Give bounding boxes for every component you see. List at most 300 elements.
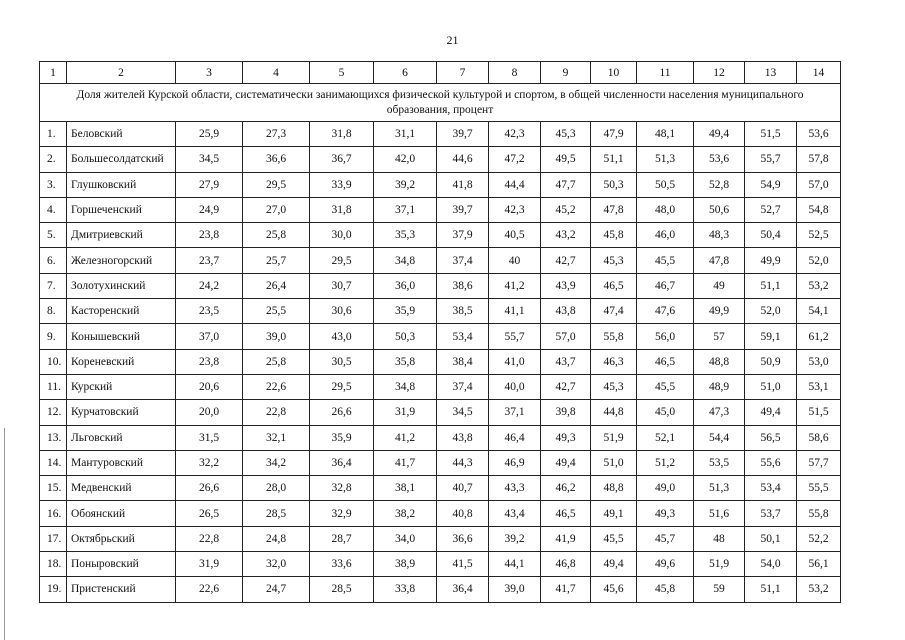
value-cell: 37,9 xyxy=(437,223,489,248)
table-row xyxy=(40,526,841,551)
value-cell: 25,7 xyxy=(243,248,310,273)
value-cell: 38,6 xyxy=(437,273,489,298)
column-number-cell: 10 xyxy=(591,62,637,84)
value-cell: 39,0 xyxy=(489,577,541,602)
value-cell: 48,0 xyxy=(637,197,694,222)
value-cell: 49,0 xyxy=(637,476,694,501)
value-cell: 25,5 xyxy=(243,299,310,324)
column-number-cell: 6 xyxy=(374,62,437,84)
value-cell: 23,5 xyxy=(176,299,243,324)
value-cell: 36,4 xyxy=(437,577,489,602)
value-cell: 47,3 xyxy=(694,400,745,425)
value-cell: 49,4 xyxy=(694,122,745,147)
value-cell: 29,5 xyxy=(243,172,310,197)
value-cell: 40,7 xyxy=(437,476,489,501)
value-cell: 43,8 xyxy=(437,425,489,450)
value-cell: 59,1 xyxy=(745,324,797,349)
row-number-cell: 13. xyxy=(40,425,67,450)
value-cell: 59 xyxy=(694,577,745,602)
value-cell: 52,1 xyxy=(637,425,694,450)
value-cell: 45,5 xyxy=(637,248,694,273)
value-cell: 50,4 xyxy=(745,223,797,248)
column-number-cell: 3 xyxy=(176,62,243,84)
value-cell: 41,8 xyxy=(437,172,489,197)
column-number-cell: 4 xyxy=(243,62,310,84)
table-row xyxy=(40,425,841,450)
district-name-cell: Медвенский xyxy=(67,476,176,501)
value-cell: 45,8 xyxy=(637,577,694,602)
value-cell: 54,8 xyxy=(797,197,841,222)
table-row xyxy=(40,324,841,349)
row-number-cell: 17. xyxy=(40,526,67,551)
value-cell: 23,7 xyxy=(176,248,243,273)
value-cell: 57,8 xyxy=(797,147,841,172)
table-body xyxy=(40,62,841,603)
district-name-cell: Курчатовский xyxy=(67,400,176,425)
district-name-cell: Кореневский xyxy=(67,349,176,374)
value-cell: 31,8 xyxy=(310,197,374,222)
value-cell: 46,5 xyxy=(591,273,637,298)
value-cell: 53,7 xyxy=(745,501,797,526)
value-cell: 49 xyxy=(694,273,745,298)
value-cell: 39,2 xyxy=(489,526,541,551)
value-cell: 41,1 xyxy=(489,299,541,324)
value-cell: 51,0 xyxy=(591,450,637,475)
value-cell: 51,9 xyxy=(694,552,745,577)
value-cell: 53,6 xyxy=(694,147,745,172)
value-cell: 38,1 xyxy=(374,476,437,501)
value-cell: 46,5 xyxy=(637,349,694,374)
value-cell: 44,4 xyxy=(489,172,541,197)
district-name-cell: Поныровский xyxy=(67,552,176,577)
value-cell: 48,1 xyxy=(637,122,694,147)
row-number-cell: 15. xyxy=(40,476,67,501)
value-cell: 31,9 xyxy=(176,552,243,577)
column-number-cell: 13 xyxy=(745,62,797,84)
value-cell: 26,6 xyxy=(176,476,243,501)
value-cell: 34,8 xyxy=(374,374,437,399)
value-cell: 49,4 xyxy=(745,400,797,425)
value-cell: 42,7 xyxy=(541,248,591,273)
value-cell: 54,0 xyxy=(745,552,797,577)
value-cell: 53,1 xyxy=(797,374,841,399)
value-cell: 51,0 xyxy=(745,374,797,399)
value-cell: 37,0 xyxy=(176,324,243,349)
value-cell: 53,2 xyxy=(797,577,841,602)
value-cell: 36,6 xyxy=(243,147,310,172)
value-cell: 43,4 xyxy=(489,501,541,526)
value-cell: 45,3 xyxy=(591,248,637,273)
value-cell: 34,5 xyxy=(437,400,489,425)
value-cell: 40,8 xyxy=(437,501,489,526)
value-cell: 41,2 xyxy=(374,425,437,450)
value-cell: 49,4 xyxy=(541,450,591,475)
value-cell: 47,8 xyxy=(694,248,745,273)
value-cell: 55,6 xyxy=(745,450,797,475)
page-number: 21 xyxy=(446,33,459,47)
value-cell: 49,3 xyxy=(637,501,694,526)
value-cell: 26,4 xyxy=(243,273,310,298)
value-cell: 40,0 xyxy=(489,374,541,399)
row-number-cell: 6. xyxy=(40,248,67,273)
value-cell: 48,8 xyxy=(591,476,637,501)
value-cell: 50,3 xyxy=(591,172,637,197)
value-cell: 46,0 xyxy=(637,223,694,248)
value-cell: 51,5 xyxy=(797,400,841,425)
value-cell: 42,7 xyxy=(541,374,591,399)
value-cell: 46,7 xyxy=(637,273,694,298)
value-cell: 48,8 xyxy=(694,349,745,374)
district-name-cell: Беловский xyxy=(67,122,176,147)
row-number-cell: 19. xyxy=(40,577,67,602)
district-name-cell: Льговский xyxy=(67,425,176,450)
value-cell: 28,0 xyxy=(243,476,310,501)
value-cell: 31,1 xyxy=(374,122,437,147)
value-cell: 36,4 xyxy=(310,450,374,475)
value-cell: 20,6 xyxy=(176,374,243,399)
value-cell: 41,5 xyxy=(437,552,489,577)
value-cell: 36,0 xyxy=(374,273,437,298)
row-number-cell: 16. xyxy=(40,501,67,526)
value-cell: 41,7 xyxy=(374,450,437,475)
value-cell: 50,3 xyxy=(374,324,437,349)
value-cell: 33,6 xyxy=(310,552,374,577)
district-name-cell: Октябрьский xyxy=(67,526,176,551)
value-cell: 57,0 xyxy=(541,324,591,349)
row-number-cell: 10. xyxy=(40,349,67,374)
value-cell: 22,8 xyxy=(176,526,243,551)
column-number-cell: 8 xyxy=(489,62,541,84)
value-cell: 41,0 xyxy=(489,349,541,374)
value-cell: 43,2 xyxy=(541,223,591,248)
column-number-cell: 1 xyxy=(40,62,67,84)
value-cell: 51,6 xyxy=(694,501,745,526)
value-cell: 42,3 xyxy=(489,197,541,222)
value-cell: 36,6 xyxy=(437,526,489,551)
value-cell: 51,3 xyxy=(637,147,694,172)
value-cell: 28,7 xyxy=(310,526,374,551)
value-cell: 49,9 xyxy=(745,248,797,273)
value-cell: 32,2 xyxy=(176,450,243,475)
value-cell: 51,5 xyxy=(745,122,797,147)
column-number-cell: 2 xyxy=(67,62,176,84)
indicator-caption: Доля жителей Курской области, систематически занимающихся физической культурой и спортом, в общей численности населения муниципального образования, процент xyxy=(40,84,841,122)
value-cell: 54,4 xyxy=(694,425,745,450)
value-cell: 26,6 xyxy=(310,400,374,425)
value-cell: 46,2 xyxy=(541,476,591,501)
value-cell: 34,2 xyxy=(243,450,310,475)
value-cell: 48 xyxy=(694,526,745,551)
row-number-cell: 9. xyxy=(40,324,67,349)
value-cell: 35,3 xyxy=(374,223,437,248)
value-cell: 44,1 xyxy=(489,552,541,577)
value-cell: 47,8 xyxy=(591,197,637,222)
district-name-cell: Конышевский xyxy=(67,324,176,349)
row-number-cell: 7. xyxy=(40,273,67,298)
value-cell: 25,8 xyxy=(243,223,310,248)
table-row xyxy=(40,501,841,526)
value-cell: 44,3 xyxy=(437,450,489,475)
value-cell: 28,5 xyxy=(243,501,310,526)
value-cell: 53,4 xyxy=(437,324,489,349)
table-row xyxy=(40,223,841,248)
value-cell: 52,2 xyxy=(797,526,841,551)
value-cell: 25,9 xyxy=(176,122,243,147)
value-cell: 49,6 xyxy=(637,552,694,577)
value-cell: 54,9 xyxy=(745,172,797,197)
value-cell: 45,2 xyxy=(541,197,591,222)
value-cell: 56,5 xyxy=(745,425,797,450)
value-cell: 31,8 xyxy=(310,122,374,147)
value-cell: 45,3 xyxy=(591,374,637,399)
value-cell: 37,4 xyxy=(437,374,489,399)
indicator-caption-row xyxy=(40,84,841,122)
value-cell: 52,7 xyxy=(745,197,797,222)
value-cell: 48,3 xyxy=(694,223,745,248)
value-cell: 55,8 xyxy=(591,324,637,349)
value-cell: 53,4 xyxy=(745,476,797,501)
value-cell: 47,4 xyxy=(591,299,637,324)
value-cell: 49,9 xyxy=(694,299,745,324)
value-cell: 35,8 xyxy=(374,349,437,374)
value-cell: 35,9 xyxy=(374,299,437,324)
value-cell: 24,2 xyxy=(176,273,243,298)
value-cell: 32,8 xyxy=(310,476,374,501)
value-cell: 29,5 xyxy=(310,374,374,399)
value-cell: 45,7 xyxy=(637,526,694,551)
value-cell: 32,9 xyxy=(310,501,374,526)
row-number-cell: 18. xyxy=(40,552,67,577)
value-cell: 49,4 xyxy=(591,552,637,577)
value-cell: 32,1 xyxy=(243,425,310,450)
value-cell: 29,5 xyxy=(310,248,374,273)
table-row xyxy=(40,122,841,147)
district-name-cell: Горшеченский xyxy=(67,197,176,222)
value-cell: 50,1 xyxy=(745,526,797,551)
table-row xyxy=(40,552,841,577)
value-cell: 46,9 xyxy=(489,450,541,475)
table-row xyxy=(40,299,841,324)
district-name-cell: Железногорский xyxy=(67,248,176,273)
value-cell: 40,5 xyxy=(489,223,541,248)
value-cell: 41,2 xyxy=(489,273,541,298)
district-name-cell: Большесолдатский xyxy=(67,147,176,172)
value-cell: 23,8 xyxy=(176,349,243,374)
value-cell: 30,5 xyxy=(310,349,374,374)
value-cell: 46,5 xyxy=(541,501,591,526)
value-cell: 34,5 xyxy=(176,147,243,172)
value-cell: 42,3 xyxy=(489,122,541,147)
value-cell: 22,6 xyxy=(176,577,243,602)
value-cell: 33,8 xyxy=(374,577,437,602)
value-cell: 47,6 xyxy=(637,299,694,324)
table-row xyxy=(40,197,841,222)
row-number-cell: 14. xyxy=(40,450,67,475)
value-cell: 37,4 xyxy=(437,248,489,273)
value-cell: 39,8 xyxy=(541,400,591,425)
value-cell: 46,3 xyxy=(591,349,637,374)
row-number-cell: 8. xyxy=(40,299,67,324)
value-cell: 20,0 xyxy=(176,400,243,425)
value-cell: 52,0 xyxy=(797,248,841,273)
table-row xyxy=(40,577,841,602)
value-cell: 31,9 xyxy=(374,400,437,425)
value-cell: 43,9 xyxy=(541,273,591,298)
value-cell: 53,6 xyxy=(797,122,841,147)
value-cell: 38,5 xyxy=(437,299,489,324)
value-cell: 38,2 xyxy=(374,501,437,526)
table-row xyxy=(40,248,841,273)
value-cell: 57,7 xyxy=(797,450,841,475)
value-cell: 49,5 xyxy=(541,147,591,172)
row-number-cell: 2. xyxy=(40,147,67,172)
row-number-cell: 1. xyxy=(40,122,67,147)
value-cell: 30,0 xyxy=(310,223,374,248)
table-row xyxy=(40,374,841,399)
value-cell: 50,5 xyxy=(637,172,694,197)
value-cell: 58,6 xyxy=(797,425,841,450)
value-cell: 45,3 xyxy=(541,122,591,147)
value-cell: 51,1 xyxy=(745,273,797,298)
value-cell: 55,7 xyxy=(489,324,541,349)
column-number-cell: 7 xyxy=(437,62,489,84)
value-cell: 51,1 xyxy=(591,147,637,172)
column-number-cell: 11 xyxy=(637,62,694,84)
value-cell: 51,1 xyxy=(745,577,797,602)
value-cell: 50,9 xyxy=(745,349,797,374)
value-cell: 52,0 xyxy=(745,299,797,324)
value-cell: 45,6 xyxy=(591,577,637,602)
value-cell: 34,8 xyxy=(374,248,437,273)
value-cell: 39,7 xyxy=(437,122,489,147)
value-cell: 24,9 xyxy=(176,197,243,222)
district-name-cell: Касторенский xyxy=(67,299,176,324)
table-row xyxy=(40,476,841,501)
table-row xyxy=(40,400,841,425)
district-name-cell: Золотухинский xyxy=(67,273,176,298)
table-row xyxy=(40,147,841,172)
value-cell: 41,9 xyxy=(541,526,591,551)
value-cell: 39,2 xyxy=(374,172,437,197)
row-number-cell: 11. xyxy=(40,374,67,399)
value-cell: 36,7 xyxy=(310,147,374,172)
value-cell: 33,9 xyxy=(310,172,374,197)
table-row xyxy=(40,450,841,475)
value-cell: 54,1 xyxy=(797,299,841,324)
value-cell: 38,4 xyxy=(437,349,489,374)
value-cell: 53,0 xyxy=(797,349,841,374)
value-cell: 47,2 xyxy=(489,147,541,172)
value-cell: 57,0 xyxy=(797,172,841,197)
scan-margin-line xyxy=(4,428,5,640)
value-cell: 61,2 xyxy=(797,324,841,349)
value-cell: 55,8 xyxy=(797,501,841,526)
district-name-cell: Курский xyxy=(67,374,176,399)
row-number-cell: 4. xyxy=(40,197,67,222)
value-cell: 35,9 xyxy=(310,425,374,450)
value-cell: 55,5 xyxy=(797,476,841,501)
value-cell: 49,3 xyxy=(541,425,591,450)
value-cell: 53,5 xyxy=(694,450,745,475)
value-cell: 41,7 xyxy=(541,577,591,602)
value-cell: 47,7 xyxy=(541,172,591,197)
value-cell: 37,1 xyxy=(374,197,437,222)
value-cell: 43,7 xyxy=(541,349,591,374)
column-number-cell: 14 xyxy=(797,62,841,84)
value-cell: 45,5 xyxy=(637,374,694,399)
row-number-cell: 5. xyxy=(40,223,67,248)
value-cell: 45,0 xyxy=(637,400,694,425)
data-table xyxy=(39,61,841,603)
value-cell: 51,2 xyxy=(637,450,694,475)
value-cell: 43,3 xyxy=(489,476,541,501)
district-name-cell: Мантуровский xyxy=(67,450,176,475)
value-cell: 51,3 xyxy=(694,476,745,501)
value-cell: 34,0 xyxy=(374,526,437,551)
value-cell: 52,5 xyxy=(797,223,841,248)
row-number-cell: 3. xyxy=(40,172,67,197)
value-cell: 44,8 xyxy=(591,400,637,425)
district-name-cell: Обоянский xyxy=(67,501,176,526)
table-row xyxy=(40,273,841,298)
value-cell: 48,9 xyxy=(694,374,745,399)
value-cell: 45,8 xyxy=(591,223,637,248)
value-cell: 30,7 xyxy=(310,273,374,298)
value-cell: 39,7 xyxy=(437,197,489,222)
value-cell: 28,5 xyxy=(310,577,374,602)
value-cell: 51,9 xyxy=(591,425,637,450)
value-cell: 27,0 xyxy=(243,197,310,222)
value-cell: 38,9 xyxy=(374,552,437,577)
district-name-cell: Дмитриевский xyxy=(67,223,176,248)
district-name-cell: Пристенский xyxy=(67,577,176,602)
value-cell: 43,0 xyxy=(310,324,374,349)
value-cell: 46,8 xyxy=(541,552,591,577)
value-cell: 24,7 xyxy=(243,577,310,602)
value-cell: 46,4 xyxy=(489,425,541,450)
value-cell: 31,5 xyxy=(176,425,243,450)
value-cell: 45,5 xyxy=(591,526,637,551)
value-cell: 26,5 xyxy=(176,501,243,526)
district-name-cell: Глушковский xyxy=(67,172,176,197)
value-cell: 42,0 xyxy=(374,147,437,172)
value-cell: 22,8 xyxy=(243,400,310,425)
column-number-cell: 9 xyxy=(541,62,591,84)
value-cell: 37,1 xyxy=(489,400,541,425)
value-cell: 56,0 xyxy=(637,324,694,349)
value-cell: 27,3 xyxy=(243,122,310,147)
value-cell: 44,6 xyxy=(437,147,489,172)
value-cell: 39,0 xyxy=(243,324,310,349)
column-number-row xyxy=(40,62,841,84)
value-cell: 23,8 xyxy=(176,223,243,248)
value-cell: 22,6 xyxy=(243,374,310,399)
value-cell: 32,0 xyxy=(243,552,310,577)
table-row xyxy=(40,349,841,374)
value-cell: 52,8 xyxy=(694,172,745,197)
value-cell: 25,8 xyxy=(243,349,310,374)
value-cell: 57 xyxy=(694,324,745,349)
row-number-cell: 12. xyxy=(40,400,67,425)
value-cell: 55,7 xyxy=(745,147,797,172)
value-cell: 40 xyxy=(489,248,541,273)
value-cell: 50,6 xyxy=(694,197,745,222)
column-number-cell: 12 xyxy=(694,62,745,84)
value-cell: 56,1 xyxy=(797,552,841,577)
column-number-cell: 5 xyxy=(310,62,374,84)
value-cell: 43,8 xyxy=(541,299,591,324)
value-cell: 24,8 xyxy=(243,526,310,551)
